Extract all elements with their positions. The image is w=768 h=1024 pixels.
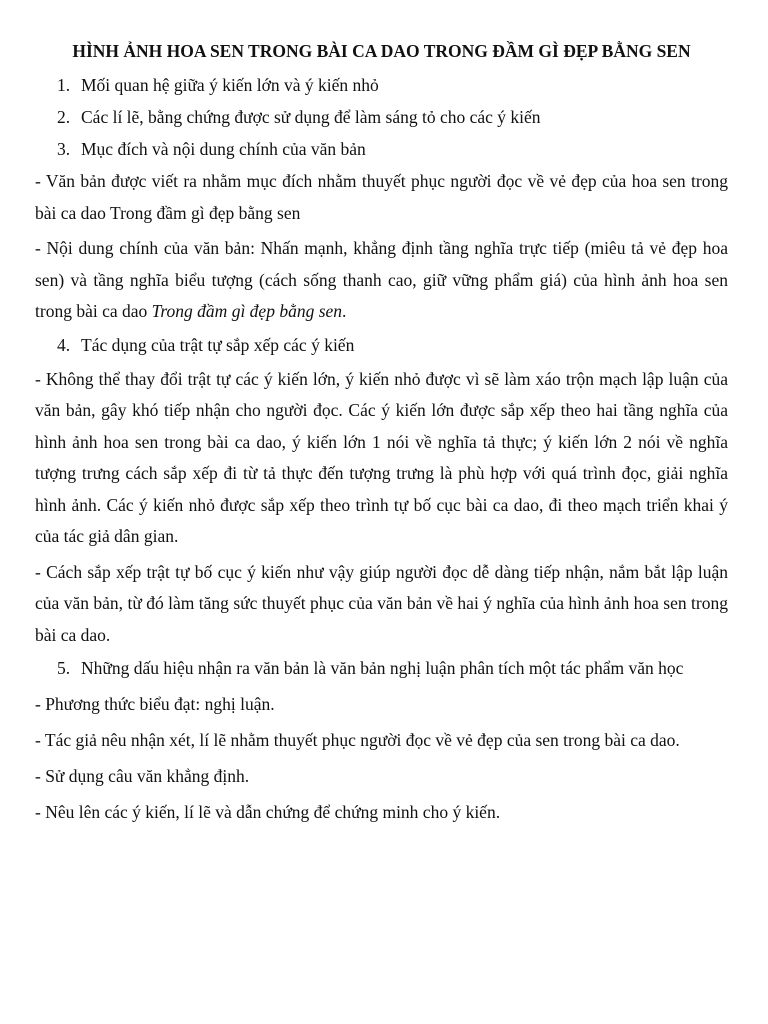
list-number: 5. bbox=[57, 658, 71, 678]
poem-title-italic: Trong đầm gì đẹp bằng sen bbox=[151, 301, 343, 321]
list-text: Mối quan hệ giữa ý kiến lớn và ý kiến nhỏ bbox=[81, 75, 379, 95]
list-text: Tác dụng của trật tự sắp xếp các ý kiến bbox=[81, 334, 355, 355]
paragraph-content bbox=[35, 233, 728, 328]
paragraph-order-effect: - Không thể thay đổi trật tự các ý kiến lớn, ý kiến nhỏ được vì sẽ làm xáo trộn mạch lập luận của văn bản, gây khó tiếp nhận cho người đọc. Các ý kiến lớn được sắp xếp theo hai tầng nghĩa của hình ảnh hoa sen trong bài ca dao, ý kiến lớn 1 nói về nghĩa tả thực; ý kiến lớn 2 nói về nghĩa tượng trưng cách sắp xếp đi từ tả thực đến tượng trưng là phù hợp với quá trình đọc, giải nghĩa hình ảnh. Các ý kiến nhỏ được sắp xếp theo trình tự bố cục bài ca dao, đi theo mạch triển khai ý của tác giả dân gian. bbox=[35, 368, 728, 546]
bullet-line: - Sử dụng câu văn khẳng định. bbox=[35, 766, 250, 786]
list-item-5 bbox=[35, 657, 728, 679]
list-text: Mục đích và nội dung chính của văn bản bbox=[81, 139, 366, 159]
list-item-4 bbox=[35, 334, 728, 356]
paragraph-purpose: - Văn bản được viết ra nhằm mục đích nhằm thuyết phục người đọc về vẻ đẹp của hoa sen trong bài ca dao Trong đầm gì đẹp bằng sen bbox=[35, 171, 728, 223]
list-number: 1. bbox=[57, 75, 71, 95]
bullet-line: - Nêu lên các ý kiến, lí lẽ và dẫn chứng để chứng minh cho ý kiến. bbox=[35, 802, 501, 822]
list-text: Những dấu hiệu nhận ra văn bản là văn bản nghị luận phân tích một tác phẩm văn học bbox=[81, 658, 684, 678]
paragraph-content-end: . bbox=[342, 301, 347, 321]
bullet-line: - Tác giả nêu nhận xét, lí lẽ nhằm thuyết phục người đọc về vẻ đẹp của sen trong bài ca dao. bbox=[35, 730, 680, 750]
list-item-1 bbox=[35, 74, 728, 96]
list-item-3 bbox=[35, 138, 728, 160]
list-number: 4. bbox=[57, 334, 71, 355]
list-number: 3. bbox=[57, 139, 71, 159]
list-item-2 bbox=[35, 106, 728, 128]
list-number: 2. bbox=[57, 107, 71, 127]
document-title: HÌNH ẢNH HOA SEN TRONG BÀI CA DAO TRONG ĐẦM GÌ ĐẸP BẰNG SEN bbox=[72, 41, 691, 61]
list-text: Các lí lẽ, bằng chứng được sử dụng để làm sáng tỏ cho các ý kiến bbox=[81, 107, 541, 127]
paragraph-content-text: - Nội dung chính của văn bản: Nhấn mạnh, khẳng định tầng nghĩa trực tiếp (miêu tả vẻ đẹp hoa sen) và tầng nghĩa biểu tượng (cách sống thanh cao, giữ vững phẩm giá) của hình ảnh hoa sen trong bài ca dao bbox=[35, 238, 728, 321]
paragraph-arrangement: - Cách sắp xếp trật tự bố cục ý kiến như vậy giúp người đọc dễ dàng tiếp nhận, nắm bắt lập luận của văn bản, từ đó làm tăng sức thuyết phục của văn bản về hai ý nghĩa của hình ảnh hoa sen trong bài ca dao. bbox=[35, 561, 728, 645]
bullet-line: - Phương thức biểu đạt: nghị luận. bbox=[35, 694, 275, 714]
